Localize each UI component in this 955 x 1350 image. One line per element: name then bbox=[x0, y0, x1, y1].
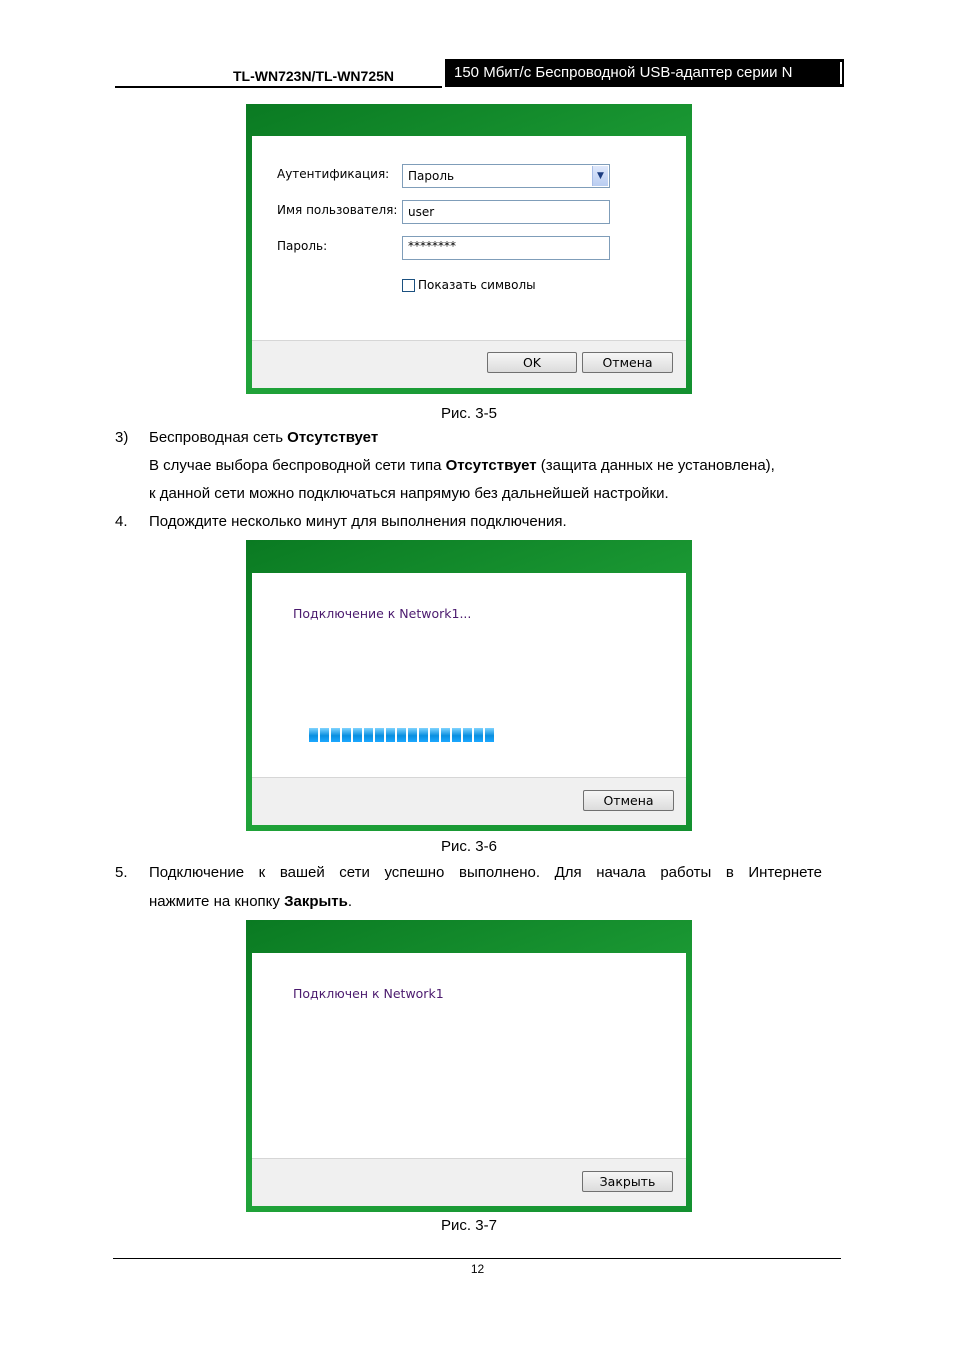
header-tick bbox=[840, 62, 842, 84]
connecting-dialog-body bbox=[252, 573, 686, 825]
progress-segment bbox=[430, 728, 439, 742]
progress-segment bbox=[353, 728, 362, 742]
auth-select-value: Пароль bbox=[408, 169, 455, 183]
connecting-dialog bbox=[246, 540, 692, 831]
step-4-text: Подождите несколько минут для выполнения подключения. bbox=[149, 513, 567, 530]
step-3-para-prefix: В случае выбора беспроводной сети типа bbox=[149, 457, 446, 474]
cancel-button[interactable]: Отмена bbox=[582, 352, 673, 373]
ok-button[interactable]: OK bbox=[487, 352, 577, 373]
password-label: Пароль: bbox=[277, 239, 328, 253]
header-rule bbox=[115, 86, 442, 88]
connected-dialog bbox=[246, 920, 692, 1212]
step-3-title bbox=[149, 429, 378, 446]
step-5-number: 5. bbox=[115, 864, 128, 881]
cancel-connecting-button[interactable]: Отмена bbox=[583, 790, 674, 811]
username-input[interactable] bbox=[402, 200, 610, 224]
step-3-number: 3) bbox=[115, 429, 129, 446]
connected-dialog-footer bbox=[252, 1158, 686, 1206]
progress-segment bbox=[331, 728, 340, 742]
progress-segment bbox=[397, 728, 406, 742]
progress-segment bbox=[474, 728, 483, 742]
username-label: Имя пользователя: bbox=[277, 203, 398, 217]
page-number: 12 bbox=[470, 1262, 485, 1276]
step-3-title-text: Беспроводная сеть bbox=[149, 429, 288, 446]
progress-segment bbox=[364, 728, 373, 742]
step-5-line2-bold: Закрыть bbox=[284, 893, 348, 910]
progress-segment bbox=[463, 728, 472, 742]
progress-segment bbox=[309, 728, 318, 742]
figure-caption-3-6: Рис. 3-6 bbox=[441, 838, 497, 855]
step-3-para-suffix: (защита данных не установлена), bbox=[536, 457, 775, 474]
progress-segment bbox=[375, 728, 384, 742]
progress-segment bbox=[452, 728, 461, 742]
show-chars-label: Показать символы bbox=[418, 278, 536, 292]
password-value: ******** bbox=[408, 239, 456, 253]
username-value: user bbox=[408, 205, 435, 219]
step-4-number: 4. bbox=[115, 513, 128, 530]
connected-status: Подключен к Network1 bbox=[293, 986, 444, 1001]
progress-segment bbox=[408, 728, 417, 742]
progress-segment bbox=[441, 728, 450, 742]
progress-segment bbox=[386, 728, 395, 742]
figure-caption-3-7: Рис. 3-7 bbox=[441, 1217, 497, 1234]
progress-bar bbox=[309, 728, 494, 742]
password-input[interactable] bbox=[402, 236, 610, 260]
step-3-title-bold: Отсутствует bbox=[287, 429, 379, 446]
connected-dialog-body bbox=[252, 953, 686, 1206]
step-3-para-bold: Отсутствует bbox=[445, 457, 537, 474]
progress-segment bbox=[419, 728, 428, 742]
step-5-line2-prefix: нажмите на кнопку bbox=[149, 893, 285, 910]
step-5-line1: Подключение к вашей сети успешно выполнено. Для начала работы в Интернете bbox=[149, 864, 822, 881]
step-5-line2 bbox=[149, 893, 352, 910]
connecting-status: Подключение к Network1... bbox=[293, 606, 472, 621]
product-title-box bbox=[445, 59, 844, 87]
auth-dialog-body bbox=[252, 136, 686, 388]
footer-rule bbox=[113, 1258, 841, 1259]
figure-caption-3-5: Рис. 3-5 bbox=[441, 405, 497, 422]
step-3-para-line2: к данной сети можно подключаться напрямую без дальнейшей настройки. bbox=[149, 485, 669, 502]
auth-dialog bbox=[246, 104, 692, 394]
progress-segment bbox=[485, 728, 494, 742]
progress-segment bbox=[320, 728, 329, 742]
show-chars-checkbox[interactable] bbox=[402, 279, 415, 292]
model-name: TL-WN723N/TL-WN725N bbox=[233, 68, 395, 84]
connecting-dialog-footer bbox=[252, 777, 686, 825]
auth-select[interactable] bbox=[402, 164, 610, 188]
chevron-down-icon[interactable]: ▼ bbox=[592, 166, 608, 186]
auth-label: Аутентификация: bbox=[277, 167, 390, 181]
step-3-para-line1 bbox=[149, 457, 775, 474]
auth-dialog-footer bbox=[252, 340, 686, 388]
step-5-line2-suffix: . bbox=[347, 893, 353, 910]
close-button[interactable]: Закрыть bbox=[582, 1171, 673, 1192]
progress-segment bbox=[342, 728, 351, 742]
product-title: 150 Мбит/с Беспроводной USB-адаптер серии N bbox=[454, 64, 793, 81]
